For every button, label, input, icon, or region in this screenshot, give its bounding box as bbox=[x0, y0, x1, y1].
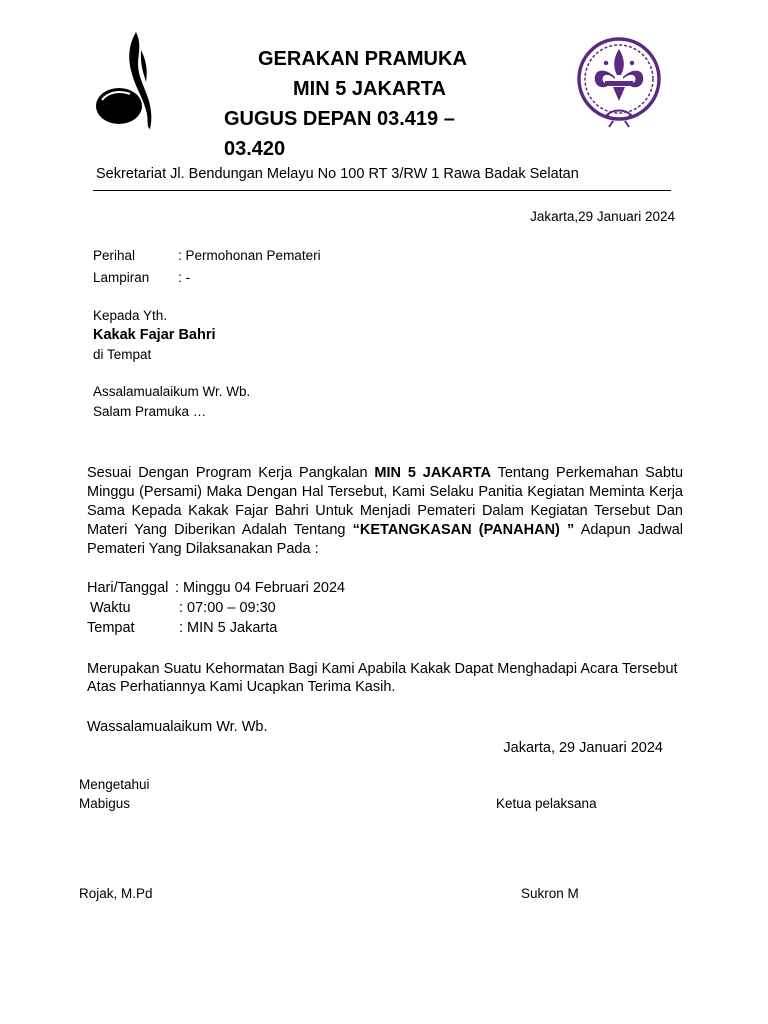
schedule-time-label: Waktu bbox=[90, 600, 131, 616]
header-divider bbox=[93, 190, 671, 191]
perihal-label: Perihal bbox=[93, 248, 136, 263]
body-text-4c: Adapun Jadwal bbox=[574, 522, 683, 538]
greeting-pramuka: Salam Pramuka … bbox=[93, 404, 207, 419]
sign-right-title: Ketua pelaksana bbox=[496, 796, 597, 811]
body-line-4 bbox=[87, 521, 683, 540]
schedule-place-label: Tempat bbox=[87, 620, 135, 636]
perihal-value: : Permohonan Pemateri bbox=[178, 248, 321, 263]
body-text-1c: Tentang Perkemahan Sabtu bbox=[490, 465, 684, 481]
sign-right-name: Sukron M bbox=[521, 886, 579, 901]
fleur-de-lis-emblem-icon bbox=[575, 37, 663, 129]
school-name: MIN 5 JAKARTA bbox=[293, 78, 446, 100]
body-text-1a: Sesuai Dengan Program Kerja Pangkalan bbox=[87, 465, 375, 481]
body-line-3: Sama Kepada Kakak Fajar Bahri Untuk Menjadi Pemateri Dalam Kegiatan Tersebut Dan bbox=[87, 503, 683, 519]
greeting-salam: Assalamualaikum Wr. Wb. bbox=[93, 384, 251, 399]
gugus-line-1: GUGUS DEPAN 03.419 – bbox=[224, 108, 455, 130]
recipient-to: Kepada Yth. bbox=[93, 308, 168, 323]
body-text-4a: Materi Yang Diberikan Adalah Tentang bbox=[87, 522, 353, 538]
recipient-name: Kakak Fajar Bahri bbox=[93, 327, 216, 343]
schedule-day-label: Hari/Tanggal bbox=[87, 580, 169, 596]
recipient-place: di Tempat bbox=[93, 347, 152, 362]
schedule-day-value: : Minggu 04 Februari 2024 bbox=[175, 580, 346, 596]
closing-line-2: Atas Perhatiannya Kami Ucapkan Terima Kasih. bbox=[87, 679, 396, 695]
body-paragraph bbox=[87, 464, 683, 559]
closing-line-1: Merupakan Suatu Kehormatan Bagi Kami Apabila Kakak Dapat Menghadapi Acara Tersebut bbox=[87, 661, 678, 677]
secretariat-clip bbox=[96, 162, 666, 183]
body-line-2: Minggu (Persami) Maka Dengan Hal Tersebut, Kami Selaku Panitia Kegiatan Meminta Kerja bbox=[87, 484, 683, 500]
lampiran-label: Lampiran bbox=[93, 270, 150, 285]
farewell: Wassalamualaikum Wr. Wb. bbox=[87, 719, 268, 735]
secretariat-address: Sekretariat Jl. Bendungan Melayu No 100 RT 3/RW 1 Rawa Badak Selatan bbox=[96, 166, 579, 182]
tunas-kelapa-icon bbox=[94, 30, 156, 130]
schedule-time-value: : 07:00 – 09:30 bbox=[179, 600, 276, 616]
sign-left-title-2: Mabigus bbox=[79, 796, 131, 811]
closing-date: Jakarta, 29 Januari 2024 bbox=[503, 740, 663, 756]
body-line-1 bbox=[87, 464, 683, 483]
lampiran-value: : - bbox=[178, 270, 190, 285]
sign-left-name: Rojak, M.Pd bbox=[79, 886, 153, 901]
body-topic-bold: “KETANGKASAN (PANAHAN) ” bbox=[352, 522, 575, 538]
sign-left-title-1: Mengetahui bbox=[79, 777, 150, 792]
body-line-5: Pemateri Yang Dilaksanakan Pada : bbox=[87, 541, 319, 557]
body-school-bold: MIN 5 JAKARTA bbox=[374, 465, 491, 481]
letter-date: Jakarta,29 Januari 2024 bbox=[530, 209, 675, 224]
org-name: GERAKAN PRAMUKA bbox=[258, 48, 467, 70]
schedule-place-value: : MIN 5 Jakarta bbox=[179, 620, 278, 636]
gugus-line-2: 03.420 bbox=[224, 138, 286, 160]
